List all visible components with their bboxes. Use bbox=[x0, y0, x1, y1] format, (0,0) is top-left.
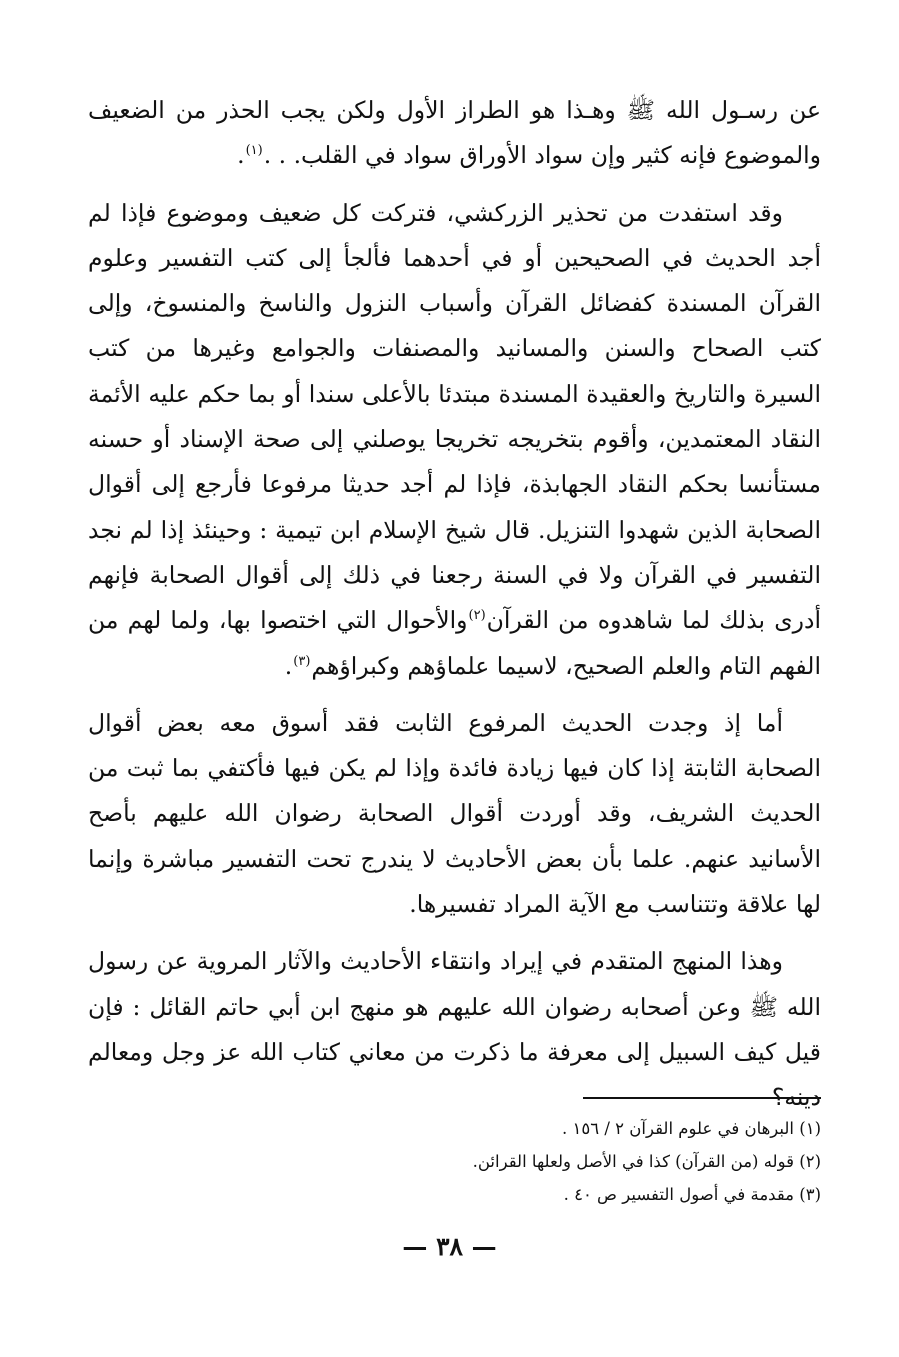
paragraph-2-text-c: . bbox=[284, 651, 293, 680]
paragraph-1-text: عن رسـول الله ﷺ وهـذا هو الطراز الأول ولكن يجب الحذر من الضعيف والموضوع فإنه كثير وإن سواد الأوراق سواد في القلب. . . bbox=[88, 96, 821, 170]
paragraph-1-end: . bbox=[237, 141, 245, 170]
footnote-ref-1: (١) bbox=[245, 143, 263, 159]
paragraph-2-text-a: وقد استفدت من تحذير الزركشي، فتركت كل ضعيف وموضوع فإذا لم أجد الحديث في الصحيحين أو في أحدهما فألجأ إلى كتب التفسير وعلوم القرآن المسندة كفضائل القرآن وأسباب النزول والناسخ والمنسوخ، وإلى كتب الصحاح والسنن والمسانيد والمصنفات والجوامع وغيرها من كتب السيرة والتاريخ والعقيدة المسندة مبتدئا بالأعلى سندا أو بما حكم عليه الأئمة النقاد المعتمدين، وأقوم بتخريجه تخريجا يوصلني إلى صحة الإسناد أو حسنه مستأنسا بحكم النقاد الجهابذة، فإذا لم أجد حديثا مرفوعا فأرجع إلى أقوال الصحابة الذين شهدوا التنزيل. قال شيخ الإسلام ابن تيمية : وحينئذ إذا لم نجد التفسير في القرآن ولا في السنة رجعنا في ذلك إلى أقوال الصحابة فإنهم أدرى بذلك لما شاهدوه من القرآن bbox=[88, 198, 821, 635]
footnote-2: (٢) قوله (من القرآن) كذا في الأصل ولعلها القرائن. bbox=[472, 1152, 821, 1171]
paragraph-1 bbox=[88, 88, 821, 179]
paragraph-2 bbox=[88, 191, 821, 689]
footnote-3: (٣) مقدمة في أصول التفسير ص ٤٠ . bbox=[563, 1185, 821, 1204]
page-number: — ٣٨ — bbox=[402, 1232, 497, 1261]
footnote-ref-2: (٢) bbox=[468, 608, 486, 624]
paragraph-4: وهذا المنهج المتقدم في إيراد وانتقاء الأحاديث والآثار المروية عن رسول الله ﷺ وعن أصحابه رضوان الله عليهم هو منهج ابن أبي حاتم القائل : فإن قيل كيف السبيل إلى معرفة ما ذكرت من معاني كتاب الله عز وجل ومعالم دينه؟ bbox=[88, 947, 821, 1112]
footnote-separator bbox=[583, 1097, 821, 1099]
paragraph-3: أما إذ وجدت الحديث المرفوع الثابت فقد أسوق معه بعض أقوال الصحابة الثابتة إذا كان فيها زيادة فائدة وإذا لم يكن فيها فأكتفي بما ثبت من الحديث الشريف، وقد أوردت أقوال الصحابة رضوان الله عليهم بأصح الأسانيد عنهم. علما بأن بعض الأحاديث لا يندرج تحت التفسير مباشرة وإنما لها علاقة وتتناسب مع الآية المراد تفسيرها. bbox=[88, 708, 821, 919]
page-body bbox=[88, 88, 821, 1121]
footnote-1: (١) البرهان في علوم القرآن ٢ / ١٥٦ . bbox=[562, 1119, 821, 1138]
footnote-ref-3: (٣) bbox=[293, 653, 311, 669]
footnotes bbox=[88, 1112, 821, 1211]
paragraph-2-text-b: والأحوال التي اختصوا بها، ولما لهم من الفهم التام والعلم الصحيح، لاسيما علماؤهم وكبراؤهم bbox=[88, 606, 821, 680]
